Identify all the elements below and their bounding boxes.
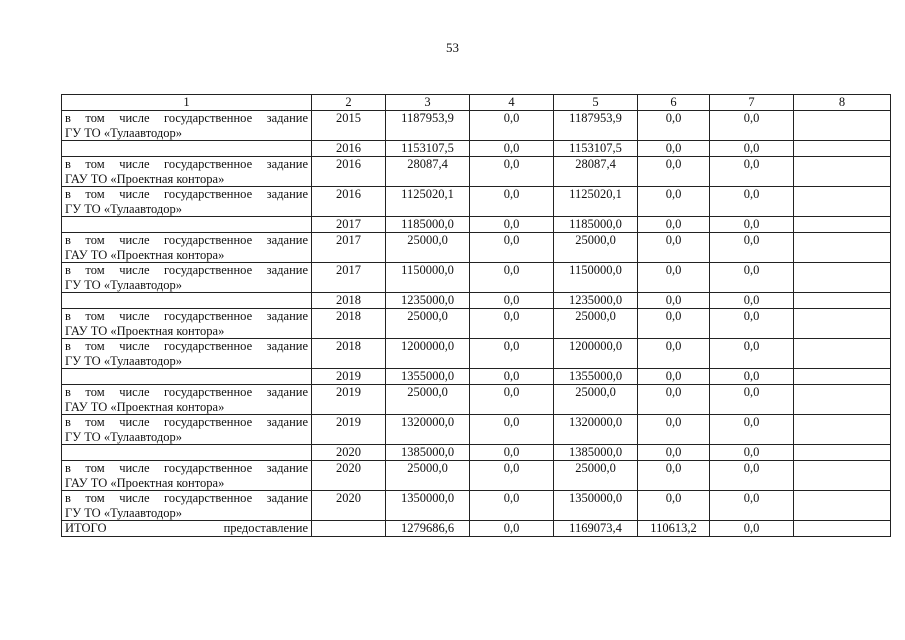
row-name-line1: в том числе государственное задание bbox=[65, 157, 308, 171]
cell-c8 bbox=[794, 157, 891, 187]
row-name-cell bbox=[62, 263, 312, 293]
cell-c5: 1150000,0 bbox=[554, 263, 638, 293]
cell-c7: 0,0 bbox=[710, 217, 794, 233]
row-name-line2: ГУ ТО «Тулаавтодор» bbox=[65, 125, 183, 140]
cell-year: 2017 bbox=[312, 217, 386, 233]
cell-c3: 25000,0 bbox=[386, 385, 470, 415]
cell-c8 bbox=[794, 187, 891, 217]
row-name-cell bbox=[62, 187, 312, 217]
cell-year: 2020 bbox=[312, 445, 386, 461]
cell-c7: 0,0 bbox=[710, 263, 794, 293]
cell-c3: 1235000,0 bbox=[386, 293, 470, 309]
table-row bbox=[62, 111, 891, 141]
row-name-line1: в том числе государственное задание bbox=[65, 187, 308, 201]
cell-c8 bbox=[794, 445, 891, 461]
cell-c8 bbox=[794, 217, 891, 233]
cell-c3: 1200000,0 bbox=[386, 339, 470, 369]
table-row bbox=[62, 309, 891, 339]
cell-year: 2017 bbox=[312, 263, 386, 293]
row-name-line2: ГУ ТО «Тулаавтодор» bbox=[65, 505, 183, 520]
cell-c8 bbox=[794, 233, 891, 263]
row-name-cell bbox=[62, 415, 312, 445]
cell-c6: 0,0 bbox=[638, 187, 710, 217]
cell-year: 2017 bbox=[312, 233, 386, 263]
cell-c4: 0,0 bbox=[470, 157, 554, 187]
table-row bbox=[62, 187, 891, 217]
cell-year: 2018 bbox=[312, 339, 386, 369]
cell-c3: 1385000,0 bbox=[386, 445, 470, 461]
table-row bbox=[62, 385, 891, 415]
cell-c7: 0,0 bbox=[710, 339, 794, 369]
cell-c5: 1385000,0 bbox=[554, 445, 638, 461]
cell-c3: 25000,0 bbox=[386, 309, 470, 339]
cell-year: 2018 bbox=[312, 309, 386, 339]
cell-c4: 0,0 bbox=[470, 187, 554, 217]
cell-c6: 0,0 bbox=[638, 309, 710, 339]
table-row bbox=[62, 233, 891, 263]
cell-c8 bbox=[794, 111, 891, 141]
table-row bbox=[62, 461, 891, 491]
row-name-cell bbox=[62, 157, 312, 187]
cell-c5: 1187953,9 bbox=[554, 111, 638, 141]
row-name-cell bbox=[62, 233, 312, 263]
row-name-line1: в том числе государственное задание bbox=[65, 111, 308, 125]
row-name-cell bbox=[62, 339, 312, 369]
row-name-line2: ГУ ТО «Тулаавтодор» bbox=[65, 353, 183, 368]
cell-year: 2019 bbox=[312, 385, 386, 415]
cell-c7: 0,0 bbox=[710, 491, 794, 521]
cell-c6: 0,0 bbox=[638, 293, 710, 309]
cell-c7: 0,0 bbox=[710, 415, 794, 445]
cell-year: 2016 bbox=[312, 141, 386, 157]
cell-c3: 1187953,9 bbox=[386, 111, 470, 141]
cell-c8 bbox=[794, 293, 891, 309]
cell-c5: 25000,0 bbox=[554, 309, 638, 339]
cell-c3: 1279686,6 bbox=[386, 521, 470, 537]
row-name-line2: ГАУ ТО «Проектная контора» bbox=[65, 475, 225, 490]
cell-year: 2020 bbox=[312, 491, 386, 521]
row-name-line2: ГАУ ТО «Проектная контора» bbox=[65, 171, 225, 186]
cell-c6: 0,0 bbox=[638, 385, 710, 415]
cell-c3: 28087,4 bbox=[386, 157, 470, 187]
column-header: 5 bbox=[554, 95, 638, 111]
row-name-cell bbox=[62, 445, 312, 461]
row-name-line1: в том числе государственное задание bbox=[65, 309, 308, 323]
cell-c3: 1125020,1 bbox=[386, 187, 470, 217]
cell-year: 2016 bbox=[312, 157, 386, 187]
cell-c4: 0,0 bbox=[470, 141, 554, 157]
cell-c8 bbox=[794, 369, 891, 385]
row-name-cell bbox=[62, 111, 312, 141]
cell-c6: 0,0 bbox=[638, 445, 710, 461]
table-row bbox=[62, 491, 891, 521]
cell-c4: 0,0 bbox=[470, 111, 554, 141]
cell-c8 bbox=[794, 339, 891, 369]
cell-c7: 0,0 bbox=[710, 157, 794, 187]
column-header: 1 bbox=[62, 95, 312, 111]
cell-c4: 0,0 bbox=[470, 233, 554, 263]
cell-c4: 0,0 bbox=[470, 461, 554, 491]
cell-c5: 28087,4 bbox=[554, 157, 638, 187]
cell-c6: 0,0 bbox=[638, 263, 710, 293]
cell-c7: 0,0 bbox=[710, 293, 794, 309]
table-row bbox=[62, 369, 891, 385]
cell-c5: 25000,0 bbox=[554, 233, 638, 263]
table-row bbox=[62, 521, 891, 537]
cell-year: 2019 bbox=[312, 415, 386, 445]
row-name-line1: ИТОГО предоставление bbox=[65, 521, 308, 535]
row-name-line2: ГАУ ТО «Проектная контора» bbox=[65, 323, 225, 338]
page-number: 53 bbox=[446, 40, 459, 55]
cell-c4: 0,0 bbox=[470, 369, 554, 385]
row-name-line1: в том числе государственное задание bbox=[65, 339, 308, 353]
cell-c3: 1320000,0 bbox=[386, 415, 470, 445]
table-row bbox=[62, 293, 891, 309]
row-name-cell bbox=[62, 369, 312, 385]
row-name-cell bbox=[62, 491, 312, 521]
cell-c5: 1185000,0 bbox=[554, 217, 638, 233]
row-name-cell bbox=[62, 217, 312, 233]
cell-c4: 0,0 bbox=[470, 309, 554, 339]
cell-c5: 25000,0 bbox=[554, 385, 638, 415]
cell-c6: 0,0 bbox=[638, 339, 710, 369]
cell-c7: 0,0 bbox=[710, 461, 794, 491]
table-header-row bbox=[62, 95, 891, 111]
budget-table bbox=[61, 94, 891, 537]
cell-c7: 0,0 bbox=[710, 141, 794, 157]
row-name-cell bbox=[62, 461, 312, 491]
cell-c4: 0,0 bbox=[470, 263, 554, 293]
cell-c4: 0,0 bbox=[470, 385, 554, 415]
cell-c6: 0,0 bbox=[638, 369, 710, 385]
cell-c6: 0,0 bbox=[638, 233, 710, 263]
cell-c4: 0,0 bbox=[470, 445, 554, 461]
cell-c7: 0,0 bbox=[710, 233, 794, 263]
cell-c7: 0,0 bbox=[710, 521, 794, 537]
cell-c8 bbox=[794, 385, 891, 415]
table-row bbox=[62, 217, 891, 233]
cell-c8 bbox=[794, 415, 891, 445]
table-row bbox=[62, 141, 891, 157]
row-name-line1: в том числе государственное задание bbox=[65, 385, 308, 399]
cell-c8 bbox=[794, 309, 891, 339]
cell-c6: 0,0 bbox=[638, 217, 710, 233]
row-name-line2: ГУ ТО «Тулаавтодор» bbox=[65, 277, 183, 292]
column-header: 2 bbox=[312, 95, 386, 111]
table-row bbox=[62, 415, 891, 445]
cell-c5: 25000,0 bbox=[554, 461, 638, 491]
cell-c6: 110613,2 bbox=[638, 521, 710, 537]
row-name-cell bbox=[62, 385, 312, 415]
row-name-cell bbox=[62, 521, 312, 537]
cell-c8 bbox=[794, 521, 891, 537]
cell-year bbox=[312, 521, 386, 537]
table-row bbox=[62, 157, 891, 187]
cell-c3: 1355000,0 bbox=[386, 369, 470, 385]
cell-year: 2020 bbox=[312, 461, 386, 491]
cell-c4: 0,0 bbox=[470, 339, 554, 369]
cell-c8 bbox=[794, 141, 891, 157]
cell-c8 bbox=[794, 461, 891, 491]
row-name-line1: в том числе государственное задание bbox=[65, 415, 308, 429]
row-name-line1: в том числе государственное задание bbox=[65, 263, 308, 277]
cell-c6: 0,0 bbox=[638, 141, 710, 157]
cell-c5: 1355000,0 bbox=[554, 369, 638, 385]
cell-c4: 0,0 bbox=[470, 217, 554, 233]
row-name-line2: ГАУ ТО «Проектная контора» bbox=[65, 247, 225, 262]
cell-c3: 1150000,0 bbox=[386, 263, 470, 293]
row-name-line2: ГУ ТО «Тулаавтодор» bbox=[65, 429, 183, 444]
cell-c7: 0,0 bbox=[710, 187, 794, 217]
row-name-cell bbox=[62, 293, 312, 309]
cell-c6: 0,0 bbox=[638, 157, 710, 187]
table-body bbox=[62, 95, 891, 537]
cell-c5: 1169073,4 bbox=[554, 521, 638, 537]
cell-c8 bbox=[794, 491, 891, 521]
cell-year: 2018 bbox=[312, 293, 386, 309]
cell-c4: 0,0 bbox=[470, 491, 554, 521]
cell-c6: 0,0 bbox=[638, 461, 710, 491]
cell-c3: 1185000,0 bbox=[386, 217, 470, 233]
row-name-line2: ГАУ ТО «Проектная контора» bbox=[65, 399, 225, 414]
row-name-line1: в том числе государственное задание bbox=[65, 491, 308, 505]
column-header: 3 bbox=[386, 95, 470, 111]
cell-c5: 1320000,0 bbox=[554, 415, 638, 445]
cell-c5: 1235000,0 bbox=[554, 293, 638, 309]
cell-c7: 0,0 bbox=[710, 369, 794, 385]
cell-c3: 25000,0 bbox=[386, 233, 470, 263]
cell-c5: 1350000,0 bbox=[554, 491, 638, 521]
cell-c4: 0,0 bbox=[470, 521, 554, 537]
cell-c5: 1125020,1 bbox=[554, 187, 638, 217]
cell-c4: 0,0 bbox=[470, 293, 554, 309]
row-name-cell bbox=[62, 141, 312, 157]
column-header: 7 bbox=[710, 95, 794, 111]
column-header: 4 bbox=[470, 95, 554, 111]
cell-c6: 0,0 bbox=[638, 111, 710, 141]
column-header: 8 bbox=[794, 95, 891, 111]
table-row bbox=[62, 445, 891, 461]
cell-c5: 1153107,5 bbox=[554, 141, 638, 157]
row-name-line1: в том числе государственное задание bbox=[65, 233, 308, 247]
cell-c5: 1200000,0 bbox=[554, 339, 638, 369]
row-name-line2: ГУ ТО «Тулаавтодор» bbox=[65, 201, 183, 216]
cell-c3: 1350000,0 bbox=[386, 491, 470, 521]
cell-year: 2015 bbox=[312, 111, 386, 141]
cell-c7: 0,0 bbox=[710, 385, 794, 415]
cell-c3: 1153107,5 bbox=[386, 141, 470, 157]
cell-year: 2016 bbox=[312, 187, 386, 217]
row-name-cell bbox=[62, 309, 312, 339]
cell-c6: 0,0 bbox=[638, 415, 710, 445]
cell-c7: 0,0 bbox=[710, 445, 794, 461]
cell-c3: 25000,0 bbox=[386, 461, 470, 491]
table-row bbox=[62, 263, 891, 293]
cell-c6: 0,0 bbox=[638, 491, 710, 521]
row-name-line1: в том числе государственное задание bbox=[65, 461, 308, 475]
table-row bbox=[62, 339, 891, 369]
cell-c8 bbox=[794, 263, 891, 293]
cell-year: 2019 bbox=[312, 369, 386, 385]
cell-c7: 0,0 bbox=[710, 309, 794, 339]
column-header: 6 bbox=[638, 95, 710, 111]
cell-c4: 0,0 bbox=[470, 415, 554, 445]
cell-c7: 0,0 bbox=[710, 111, 794, 141]
